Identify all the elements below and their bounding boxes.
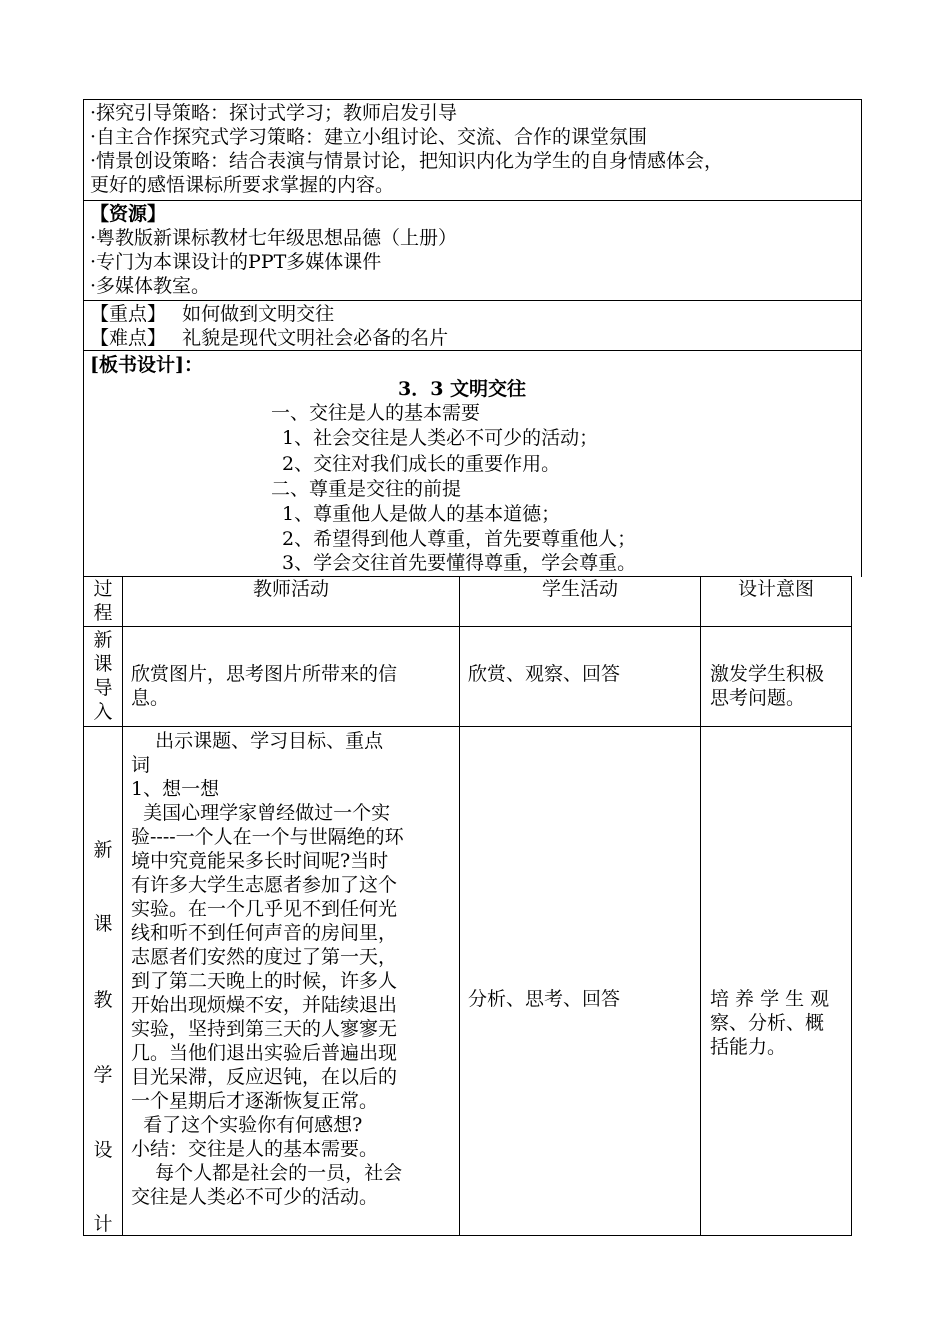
table-col-divider bbox=[700, 576, 701, 1236]
row-intro-intent: 激发学生积极 思考问题。 bbox=[710, 663, 825, 709]
resource-item: ·专门为本课设计的PPT多媒体课件 bbox=[90, 251, 382, 273]
row-teaching-student: 分析、思考、回答 bbox=[468, 988, 621, 1010]
board-line: 1、尊重他人是做人的基本道德； bbox=[282, 503, 561, 525]
strategy-line: ·情景创设策略：结合表演与情景讨论，把知识内化为学生的自身情感体会， bbox=[90, 150, 724, 172]
row-teaching-process-char: 计 bbox=[93, 1213, 113, 1235]
table-col-divider bbox=[122, 576, 123, 1236]
teacher-text-line: 几。当他们退出实验后普遍出现 bbox=[131, 1042, 398, 1064]
difficult-point-row bbox=[90, 326, 860, 350]
teacher-text-line: 开始出现烦燥不安，并陆续退出 bbox=[131, 994, 398, 1016]
row-intro-process: 新 课 导 入 bbox=[93, 629, 113, 723]
table-border-bottom bbox=[83, 1235, 851, 1236]
resources-heading: 【资源】 bbox=[90, 203, 167, 225]
teacher-text-line: 出示课题、学习目标、重点 bbox=[131, 730, 384, 752]
row-intro-student: 欣赏、观察、回答 bbox=[468, 663, 621, 685]
teacher-text-line: 有许多大学生志愿者参加了这个 bbox=[131, 874, 398, 896]
header-process: 过 程 bbox=[93, 578, 113, 624]
row-teaching-process-char: 教 bbox=[93, 989, 113, 1011]
teacher-text-line: 到了第二天晚上的时候，许多人 bbox=[131, 970, 398, 992]
table-border-right bbox=[851, 576, 852, 1236]
teacher-text-line: 一个星期后才逐渐恢复正常。 bbox=[131, 1090, 379, 1112]
border-after-strategies bbox=[83, 200, 861, 201]
header-student-activity: 学生活动 bbox=[541, 578, 618, 600]
key-point-label: 【重点】 bbox=[90, 303, 167, 325]
teacher-text-line: 验----一个人在一个与世隔绝的环 bbox=[131, 826, 404, 848]
board-line: 一、交往是人的基本需要 bbox=[271, 402, 481, 424]
resources-section bbox=[90, 202, 860, 298]
teacher-text-line: 线和听不到任何声音的房间里， bbox=[131, 922, 398, 944]
teacher-text-line: 美国心理学家曾经做过一个实 bbox=[131, 802, 391, 824]
board-line: 二、尊重是交往的前提 bbox=[271, 478, 462, 500]
header-teacher-activity: 教师活动 bbox=[252, 578, 329, 600]
teacher-text-line: 实验，坚持到第三天的人寥寥无 bbox=[131, 1018, 398, 1040]
board-line: 2、交往对我们成长的重要作用。 bbox=[282, 453, 561, 475]
header-design-intent: 设计意图 bbox=[737, 578, 814, 600]
board-design-title: 3．3 文明交往 bbox=[398, 378, 527, 400]
row-intro-teacher: 欣赏图片，思考图片所带来的信 息。 bbox=[131, 663, 398, 709]
row-teaching-process-char: 新 bbox=[93, 839, 113, 861]
border-left-upper bbox=[83, 99, 84, 577]
teacher-text-line: 目光呆滞，反应迟钝，在以后的 bbox=[131, 1066, 398, 1088]
teacher-text-line: 1、想一想 bbox=[131, 778, 220, 800]
row-teaching-teacher bbox=[131, 729, 457, 1209]
board-line: 3、学会交往首先要懂得尊重，学会尊重。 bbox=[282, 552, 637, 574]
strategy-line: ·自主合作探究式学习策略：建立小组讨论、交流、合作的课堂氛围 bbox=[90, 126, 648, 148]
key-points-section bbox=[90, 302, 860, 350]
key-point-row bbox=[90, 302, 860, 326]
table-col-divider bbox=[459, 576, 460, 1236]
board-line: 2、希望得到他人尊重，首先要尊重他人； bbox=[282, 528, 637, 550]
board-design-heading: [板书设计]： bbox=[90, 354, 203, 376]
row-teaching-intent: 培 养 学 生 观 察、分析、概 括能力。 bbox=[710, 988, 830, 1058]
difficult-point-label: 【难点】 bbox=[90, 327, 167, 349]
border-right-upper bbox=[861, 99, 862, 577]
table-border-after-header bbox=[83, 626, 851, 627]
strategies-section bbox=[90, 101, 860, 197]
board-line: 1、社会交往是人类必不可少的活动； bbox=[282, 427, 599, 449]
strategy-line: 更好的感悟课标所要求掌握的内容。 bbox=[90, 174, 395, 196]
border-after-resources bbox=[83, 300, 861, 301]
border-top bbox=[83, 99, 861, 100]
table-border-after-row1 bbox=[83, 726, 851, 727]
teacher-text-line: 境中究竟能呆多长时间呢?当时 bbox=[131, 850, 389, 872]
teacher-text-line: 交往是人类必不可少的活动。 bbox=[131, 1186, 379, 1208]
teacher-text-line: 每个人都是社会的一员，社会 bbox=[131, 1162, 403, 1184]
row-teaching-process-char: 课 bbox=[93, 913, 113, 935]
teacher-text-line: 词 bbox=[131, 754, 151, 776]
border-after-keypoints bbox=[83, 350, 861, 351]
resource-item: ·粤教版新课标教材七年级思想品德（上册） bbox=[90, 227, 458, 249]
row-teaching-process-char: 学 bbox=[93, 1064, 113, 1086]
teacher-text-line: 看了这个实验你有何感想? bbox=[131, 1114, 363, 1136]
row-teaching-process-char: 设 bbox=[93, 1139, 113, 1161]
resource-item: ·多媒体教室。 bbox=[90, 275, 211, 297]
teacher-text-line: 志愿者们安然的度过了第一天， bbox=[131, 946, 398, 968]
difficult-point-text: 礼貌是现代文明社会必备的名片 bbox=[182, 327, 449, 349]
strategy-line: ·探究引导策略：探讨式学习；教师启发引导 bbox=[90, 102, 458, 124]
teacher-text-line: 实验。在一个几乎见不到任何光 bbox=[131, 898, 398, 920]
key-point-text: 如何做到文明交往 bbox=[182, 303, 335, 325]
teacher-text-line: 小结：交往是人的基本需要。 bbox=[131, 1138, 379, 1160]
